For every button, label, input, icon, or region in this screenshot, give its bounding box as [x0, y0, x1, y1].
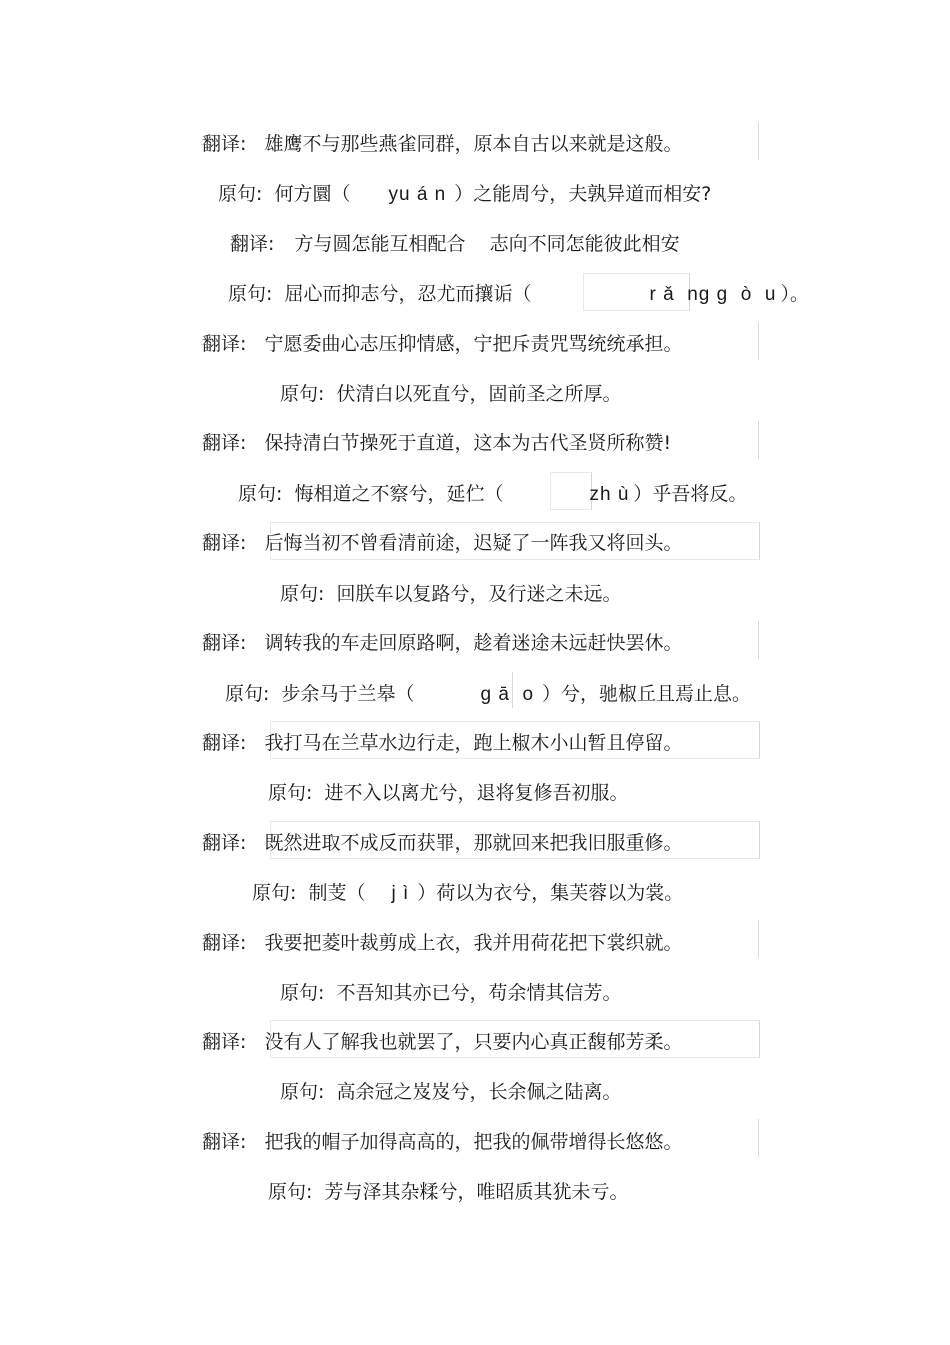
original-line — [268, 1178, 628, 1206]
line-label: 原句: — [268, 782, 313, 804]
line-text: 保持清白节操死于直道，这本为古代圣贤所称赞! — [264, 432, 672, 454]
line-text: ）荷以为衣兮，集芙蓉以为裳。 — [417, 882, 684, 904]
line-label: 原句: — [225, 683, 270, 705]
pinyin: j ì — [391, 883, 410, 904]
divider — [758, 621, 759, 659]
line-label: 原句: — [280, 1081, 325, 1103]
original-line — [238, 480, 747, 509]
line-text: 调转我的车走回原路啊，趁着迷途未远赶快罢休。 — [264, 632, 683, 654]
line-text: 我打马在兰草水边行走，跑上椒木小山暂且停留。 — [264, 732, 683, 754]
line-label: 原句: — [228, 283, 273, 305]
divider — [758, 122, 759, 160]
line-label: 原句: — [268, 1181, 313, 1203]
line-text: 伏清白以死直兮，固前圣之所厚。 — [336, 383, 622, 405]
line-text: 方与圆怎能互相配合 志向不同怎能彼此相安 — [294, 233, 680, 255]
line-label: 原句: — [280, 383, 325, 405]
divider — [758, 920, 759, 958]
line-text: 何方圜（ — [274, 183, 351, 205]
line-text: 没有人了解我也就罢了，只要内心真正馥郁芳柔。 — [264, 1031, 683, 1053]
original-line — [225, 680, 751, 709]
line-text: 步余马于兰皋（ — [281, 683, 415, 705]
line-text: 制芰（ — [308, 882, 366, 904]
line-label: 原句: — [252, 882, 297, 904]
line-text: ）之能周兮，夫孰异道而相安? — [454, 183, 712, 205]
divider — [758, 1119, 759, 1157]
line-text: 既然进取不成反而获罪，那就回来把我旧服重修。 — [264, 832, 683, 854]
original-line — [252, 879, 683, 908]
original-line — [280, 979, 621, 1007]
line-text: ）乎吾将反。 — [633, 483, 748, 505]
line-text: 雄鹰不与那些燕雀同群，原本自古以来就是这般。 — [264, 133, 683, 155]
line-text: 芳与泽其杂糅兮，唯昭质其犹未亏。 — [324, 1181, 629, 1203]
translation-line — [202, 929, 682, 957]
line-text: 高余冠之岌岌兮，长余佩之陆离。 — [336, 1081, 622, 1103]
translation-line — [202, 1128, 682, 1156]
line-label: 翻译: — [202, 732, 247, 754]
pinyin: r ǎ ng g ò u — [649, 284, 777, 305]
line-text: ）兮，驰椒丘且焉止息。 — [542, 683, 752, 705]
line-label: 翻译: — [202, 532, 247, 554]
line-label: 原句: — [280, 982, 325, 1004]
translation-line — [202, 529, 682, 557]
line-text: 进不入以离尤兮，退将复修吾初服。 — [324, 782, 629, 804]
line-text: 我要把菱叶裁剪成上衣，我并用荷花把下裳织就。 — [264, 932, 683, 954]
line-text: 后悔当初不曾看清前途，迟疑了一阵我又将回头。 — [264, 532, 683, 554]
line-label: 原句: — [238, 483, 283, 505]
pinyin: g ā o — [480, 684, 535, 705]
pinyin: yu á n — [388, 184, 447, 205]
line-text: 把我的帽子加得高高的，把我的佩带增得长悠悠。 — [264, 1131, 683, 1153]
translation-line — [230, 230, 680, 258]
line-text: 屈心而抑志兮，忍尤而攘诟（ — [284, 283, 532, 305]
translation-line — [202, 429, 671, 457]
original-line — [268, 779, 628, 807]
translation-line — [202, 729, 682, 757]
translation-line — [202, 1028, 682, 1056]
translation-line — [202, 829, 682, 857]
divider — [758, 322, 759, 360]
line-text: ）。 — [780, 283, 809, 305]
original-line — [280, 580, 621, 608]
line-label: 原句: — [280, 583, 325, 605]
line-label: 翻译: — [202, 333, 247, 355]
line-text: 悔相道之不察兮，延伫（ — [294, 483, 504, 505]
pinyin: zh ù — [589, 484, 630, 505]
translation-line — [202, 330, 682, 358]
line-label: 原句: — [218, 183, 263, 205]
translation-line — [202, 629, 682, 657]
translation-line — [202, 130, 682, 158]
line-label: 翻译: — [202, 1131, 247, 1153]
line-label: 翻译: — [202, 832, 247, 854]
line-label: 翻译: — [202, 133, 247, 155]
original-line — [228, 280, 809, 309]
line-text: 回朕车以复路兮，及行迷之未远。 — [336, 583, 622, 605]
divider — [758, 421, 759, 459]
original-line — [218, 180, 711, 209]
line-label: 翻译: — [202, 1031, 247, 1053]
original-line — [280, 380, 621, 408]
line-text: 不吾知其亦已兮，苟余情其信芳。 — [336, 982, 622, 1004]
original-line — [280, 1078, 621, 1106]
line-label: 翻译: — [202, 432, 247, 454]
line-label: 翻译: — [202, 932, 247, 954]
line-text: 宁愿委曲心志压抑情感，宁把斥责咒骂统统承担。 — [264, 333, 683, 355]
line-label: 翻译: — [202, 632, 247, 654]
line-label: 翻译: — [230, 233, 275, 255]
